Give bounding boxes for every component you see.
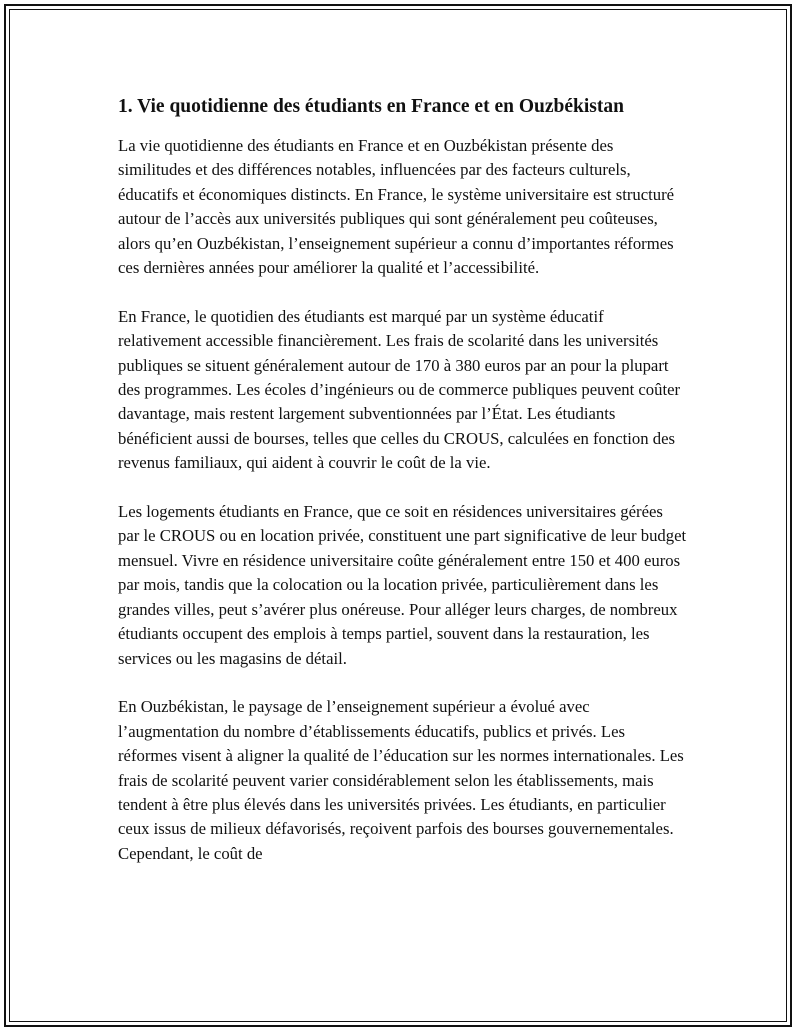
document-body	[118, 94, 688, 891]
paragraph-1: La vie quotidienne des étudiants en France et en Ouzbékistan présente des similitudes et des différences notables, influencées par des facteurs culturels, éducatifs et économiques distincts. En France, le système universitaire est structuré autour de l’accès aux universités publiques qui sont généralement peu coûteuses, alors qu’en Ouzbékistan, l’enseignement supérieur a connu d’importantes réformes ces dernières années pour améliorer la qualité et l’accessibilité.	[118, 136, 675, 278]
paragraph-2: En France, le quotidien des étudiants est marqué par un système éducatif relativement accessible financièrement. Les frais de scolarité dans les universités publiques se situent généralement autour de 170 à 380 euros par an pour la plupart des programmes. Les écoles d’ingénieurs ou de commerce publiques peuvent coûter davantage, mais restent largement subventionnées par l’État. Les étudiants bénéficient aussi de bourses, telles que celles du CROUS, calculées en fonction des revenus familiaux, qui aident à couvrir le coût de la vie.	[118, 306, 681, 473]
paragraph-3: Les logements étudiants en France, que ce soit en résidences universitaires gérées par le CROUS ou en location privée, constituent une part significative de leur budget mensuel. Vivre en résidence universitaire coûte généralement entre 150 et 400 euros par mois, tandis que la colocation ou la location privée, particulièrement dans les grandes villes, peut s’avérer plus onéreuse. Pour alléger leurs charges, de nombreux étudiants occupent des emplois à temps partiel, souvent dans la restauration, les services ou les magasins de détail.	[118, 502, 687, 668]
paragraph-4: En Ouzbékistan, le paysage de l’enseignement supérieur a évolué avec l’augmentation du nombre d’établissements éducatifs, publics et privés. Les réformes visent à aligner la qualité de l’éducation sur les normes internationales. Les frais de scolarité peuvent varier considérablement selon les établissements, mais tendent à être plus élevés dans les universités privées. Les étudiants, en particulier ceux issus de milieux défavorisés, reçoivent parfois des bourses gouvernementales. Cependant, le coût de	[118, 697, 684, 863]
section-heading: 1. Vie quotidienne des étudiants en France et en Ouzbékistan	[118, 96, 624, 117]
